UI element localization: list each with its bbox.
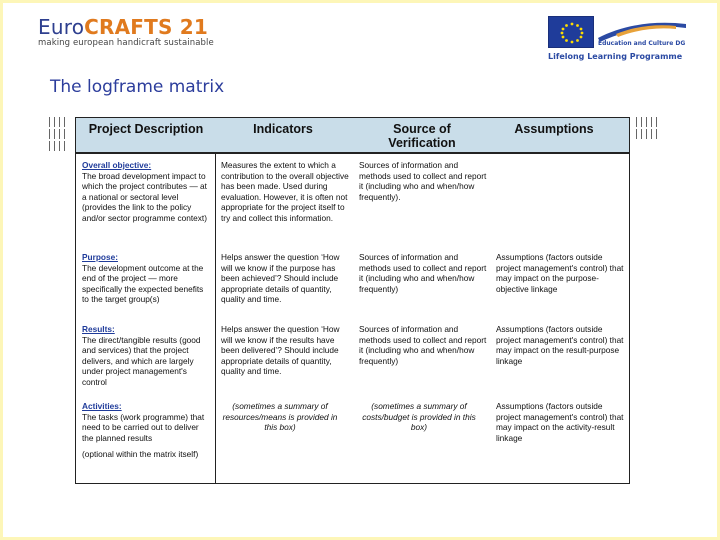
activities-desc-note: (optional within the matrix itself) [82,449,199,460]
header-project-description: Project Description [88,122,204,136]
eu-logo [548,16,688,64]
cell-results-assumptions: Assumptions (factors outside project management's control) that may impact on the result-purpose linkage [496,324,624,366]
cell-purpose-indicators: Helps answer the question ‘How will we know if the purpose has been achieved’? Should include appropriate details of quantity, quality and time. [221,252,340,305]
row-label-overall: Overall objective: [82,160,152,170]
header-source-of-verification: Source of Verification [388,122,456,150]
purpose-desc-text: The development outcome at the end of the project — more specifically the expected benefits to the target group(s) [82,262,204,305]
cell-overall-source: Sources of information and methods used to collect and report it (including who and when/how frequently). [359,160,487,202]
logo-crafts: CRAFTS [84,15,173,39]
activities-desc-text: The tasks (work programme) that need to be carried out to deliver the planned results [82,411,205,443]
header-indicators: Indicators [253,122,313,136]
cell-activities-assumptions: Assumptions (factors outside project management's control) that may impact on the activity-result linkage [496,401,624,443]
eu-dg-label: Education and Culture DG [598,40,686,47]
right-ticks [636,117,657,141]
header-assumptions: Assumptions [514,122,594,136]
row-label-purpose: Purpose: [82,252,118,262]
cell-purpose-source: Sources of information and methods used to collect and report it (including who and when/how frequently) [359,252,487,294]
overall-desc-text: The broad development impact to which the project contributes — at a national or sectoral level (provides the link to the policy and/or sector programme context) [82,170,207,223]
row-label-results: Results: [82,324,115,334]
cell-activities-desc [82,401,212,460]
left-ticks [49,117,65,153]
logo-euro: Euro [38,15,85,39]
eu-lll-label: Lifelong Learning Programme [548,52,683,61]
logo-tagline: making european handicraft sustainable [38,38,214,48]
column-divider [215,154,216,484]
cell-purpose-assumptions: Assumptions (factors outside project management's control) that may impact on the purpose-objective linkage [496,252,624,294]
logo-number: 21 [172,15,209,39]
cell-results-desc [82,324,212,388]
eu-flag-icon [548,16,594,48]
logframe-matrix [75,117,630,484]
cell-overall-desc [82,160,212,224]
eurocrafts-logo [38,16,214,48]
cell-activities-indicators: (sometimes a summary of resources/means is provided in this box) [222,401,338,433]
row-label-activities: Activities: [82,401,122,411]
matrix-header [76,118,629,154]
cell-overall-indicators: Measures the extent to which a contribution to the overall objective has been made. Used during evaluation. However, it is often not appropriate for the project itself to try and collect this information. [221,160,349,223]
cell-activities-source: (sometimes a summary of costs/budget is provided in this box) [362,401,476,433]
cell-purpose-desc [82,252,212,305]
logo-title [38,16,214,38]
page-title: The logframe matrix [50,77,225,97]
results-desc-text: The direct/tangible results (good and services) that the project delivers, and which are largely under project management's control [82,334,201,387]
cell-results-source: Sources of information and methods used to collect and report it (including who and when/how frequently) [359,324,487,366]
cell-results-indicators: Helps answer the question ‘How will we know if the results have been delivered’? Should include appropriate details of quantity, quality and time. [221,324,340,377]
